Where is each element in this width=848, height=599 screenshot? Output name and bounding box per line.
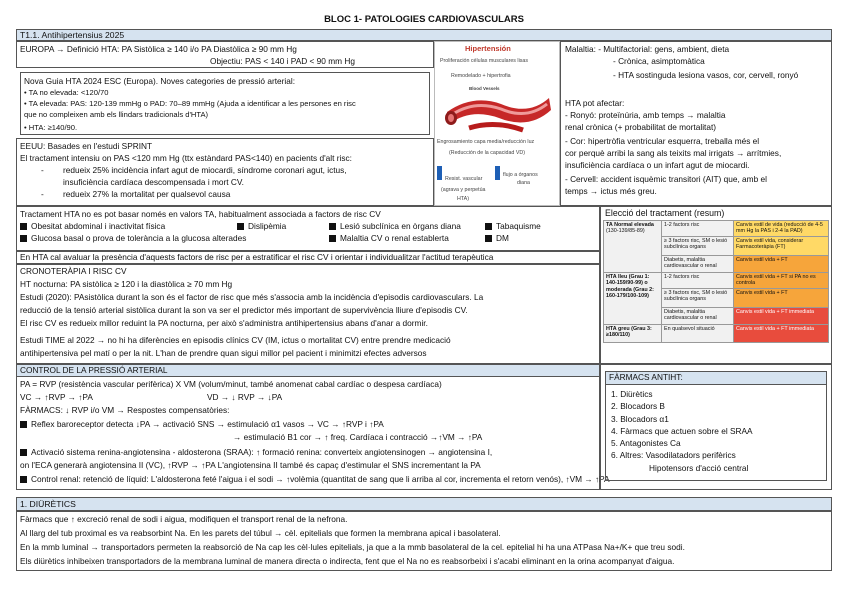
guia-bullet-1: • TA no elevada: <120/70	[24, 88, 109, 97]
risk-intro: Tractament HTA no es pot basar només en valors TA, habitualment associada a factors de risc CV	[20, 209, 381, 219]
crono-time: Estudi TIME al 2022 → no hi ha diferències en episodis clínics CV (IM, ictus o mortalitat CV) entre prendre medicació	[20, 335, 451, 345]
cronoterapia-box	[16, 264, 600, 364]
crono-estudi-2020: Estudi (2020): PAsistòlica durant la son és el factor de risc que més s'associa amb la incidència d'episodis cardiovasculars. La	[20, 292, 484, 302]
malaltia-cronica: - Crònica, asimptomàtica	[613, 56, 705, 66]
diuretics-header: 1. DIÜRÈTICS	[16, 497, 832, 511]
table-row	[604, 272, 829, 288]
risk-factor-obesitat: Obesitat abdominal i inactivitat física	[20, 221, 165, 232]
table-cell: Canvis estil vida + FT	[734, 288, 829, 307]
risk-factor-malaltia: Malaltia CV o renal establerta	[329, 233, 449, 244]
table-cell: TA Normal elevada (130-139/85-89)	[604, 221, 662, 273]
control-vd: VD → ↓ RVP → ↓PA	[207, 392, 283, 402]
crono-ht-nocturna: HT nocturna: PA sistòlica ≥ 120 i la diastòlica ≥ 70 mm Hg	[20, 279, 233, 289]
guia-title: Nova Guia HTA 2024 ESC (Europa). Noves categories de pressió arterial:	[24, 76, 296, 86]
table-cell: ≥ 3 factors risc, SM o lesió subclínica organs	[662, 288, 734, 307]
list-item: 1. Diürètics	[611, 389, 653, 399]
risk-factor-dm: DM	[485, 233, 509, 244]
table-cell: HTA greu (Grau 3: ≥180/110)	[604, 324, 662, 342]
hta-cor: - Cor: hipertròfia ventricular esquerra, treballa més el	[565, 136, 760, 146]
farmacs-header: FÀRMACS ANTIHT:	[606, 372, 826, 385]
risk-factors-box	[16, 206, 600, 251]
hta-cervell-cont: temps → ictus més greu.	[565, 186, 657, 196]
table-cell: 1-2 factors risc	[662, 221, 734, 237]
table-cell: Diabetis, malaltia cardiovascular o renal	[662, 255, 734, 272]
figure-label-agrava: (agrava y perpetúa	[441, 187, 486, 193]
diuretics-line-4: Els diürètics inhibeixen transportadors de la membrana luminal de manera directa o indirecta, fent que el Na no es reabsorbeixi i s'acabi eliminant en la orina acompanyat d'aigua.	[20, 556, 675, 566]
hta-pot-afectar: HTA pot afectar:	[565, 98, 625, 108]
crono-estudi-2020-cont: reducció de la tensió arterial sistòlica durant la son va ser el predictor més important de supervivència lliure d'episodis CV.	[20, 305, 468, 315]
hta-rinyo: - Ronyó: proteïnúria, amb temps → malaltia	[565, 110, 726, 120]
control-formula: PA = RVP (resistència vascular perifèrica) X VM (volum/minut, també anomenat cabal cardíac o despesa cardíaca)	[20, 379, 442, 389]
up-arrow-icon	[437, 166, 442, 180]
guia-bullet-2-cont: que no compleixen amb els llindars tradicionals d'HTA)	[24, 110, 209, 119]
table-cell: Canvis estil vida + FT si PA no es controla	[734, 272, 829, 288]
table-row	[604, 221, 829, 237]
risk-conclusion-box	[16, 251, 600, 264]
hypertension-figure	[434, 41, 560, 206]
diuretics-box	[16, 511, 832, 571]
europa-objective: Objectiu: PAS < 140 i PAD < 90 mm Hg	[210, 56, 355, 66]
diuretics-line-1: Fàrmacs que ↑ excreció renal de sodi i aigua, modifiquen el transport renal de la nefrona.	[20, 514, 348, 524]
control-reflex-cont: → estimulació B1 cor → ↑ freq. Cardíaca i contracció →↑VM → ↑PA	[233, 432, 483, 442]
hta-rinyo-cont: renal crònica (+ probabilitat de mortalitat)	[565, 122, 717, 132]
eeuu-box	[16, 138, 434, 206]
malaltia-multifactorial: Malaltia: - Multifactorial: gens, ambient, dieta	[565, 44, 730, 54]
figure-label-flujo: flujo a órganos	[503, 172, 538, 178]
diuretics-line-2: Al llarg del tub proximal es va reabsorbint Na. En les parets del túbul → cèl. epitelials que formen la membrana apical i basolateral.	[20, 528, 501, 538]
section-header-t11: T1.1. Antihipertensius 2025	[16, 29, 832, 41]
hta-cor-cont-1: cor perquè arribi la sang als teixits mal irrigats → arrítmies,	[565, 148, 782, 158]
cronoterapia-header: CRONOTERÀPIA I RISC CV	[20, 266, 127, 276]
control-vc: VC → ↑RVP → ↑PA	[20, 392, 93, 402]
figure-label-resist: Resist. vascular	[445, 176, 483, 182]
farmacs-list	[611, 388, 753, 474]
farmacs-inner	[605, 371, 827, 481]
control-sraa-cont: on l'ECA generarà angiotensina II (VC), ↑RVP → ↑PA L'angiotensina II també és capaç d'estimular el SNS incrementant la PA	[20, 460, 481, 470]
europa-definition: EUROPA → Definició HTA: PA Sistòlica ≥ 140 i/o PA Diastòlica ≥ 90 mm Hg	[20, 44, 297, 54]
table-cell: 1-2 factors risc	[662, 272, 734, 288]
page-title: BLOC 1- PATOLOGIES CARDIOVASCULARS	[324, 14, 524, 25]
risk-factor-lesio: Lesió subclínica en òrgans diana	[329, 221, 461, 232]
table-cell: Canvis estil vida + FT immediata	[734, 324, 829, 342]
control-box	[16, 364, 610, 490]
blood-vessel-illustration	[443, 92, 553, 134]
eleccio-table	[603, 220, 829, 343]
malaltia-box	[560, 41, 832, 206]
hta-cor-cont-2: insuficiència cardíaca o un infart agut de miocardi.	[565, 160, 750, 170]
guia-bullet-3: • HTA: ≥140/90.	[24, 123, 78, 132]
eeuu-result-2: - redueix 27% la mortalitat per qualsevol causa	[41, 189, 231, 199]
table-cell: Canvis estil vida + FT	[734, 255, 829, 272]
figure-label-proliferacion: Proliferación células musculares lisas	[440, 58, 529, 64]
eeuu-title: EEUU: Basades en l'estudi SPRINT	[20, 141, 153, 151]
europa-box	[16, 41, 434, 68]
table-cell: Canvis estil vida, considerar Farmacoteràpia (FT)	[734, 236, 829, 255]
table-cell: ≥ 3 factors risc, SM o lesió subclínica organs	[662, 236, 734, 255]
eleccio-header: Elecció del tractament (resum)	[605, 208, 725, 218]
eeuu-result-1-cont: insuficiència cardíaca descompensada i mort CV.	[63, 177, 244, 187]
table-cell: En qualsevol situació	[662, 324, 734, 342]
list-item: 2. Blocadors B	[611, 401, 665, 412]
control-sraa: Activació sistema renina-angiotensina - aldosterona (SRAA): ↑ formació renina: converteix angiotensinogen → angiotensina I,	[20, 447, 492, 458]
table-cell: Canvis estil vida + FT immediata	[734, 307, 829, 324]
risk-factor-dislipemia: Dislipèmia	[237, 221, 286, 232]
table-row	[604, 324, 829, 342]
hta-cervell: - Cervell: accident isquèmic transitori (AIT) que, amb el	[565, 174, 767, 184]
crono-risc-redueix: El risc CV es redueix millor reduint la PA nocturna, per això s'administra antihipertensius abans d'anar a dormir.	[20, 318, 428, 328]
eeuu-intensive: El tractament intensiu on PAS <120 mm Hg (ttx estàndard PAS<140) en pacients d'alt risc:	[20, 153, 352, 163]
guia-box	[20, 72, 430, 135]
list-item: 3. Blocadors α1	[611, 413, 669, 424]
farmacs-box	[600, 364, 832, 490]
figure-label-vessels: Blood Vessels	[469, 86, 500, 91]
diuretics-line-3: En la mmb luminal → transportadors permeten la reabsorció de Na cap les cèl·lules epitelials, ja que a la mmb basolateral de la cel. epitelial hi ha una ATPasa Na+/K+ que treu sodi.	[20, 542, 685, 552]
figure-label-diana: diana	[517, 180, 530, 186]
list-item: 4. Fàrmacs que actuen sobre el SRAA	[611, 425, 753, 436]
malaltia-lesiona: - HTA sostinguda lesiona vasos, cor, cervell, ronyó	[613, 70, 799, 80]
risk-conclusion: En HTA cal avaluar la presència d'aquests factors de risc per a estratificar el risc CV i orientar i individualitzar l'actitud terapèutica	[20, 252, 494, 262]
down-arrow-icon	[495, 166, 500, 180]
risk-factor-glucosa: Glucosa basal o prova de tolerància a la glucosa alterades	[20, 233, 246, 244]
list-item: 5. Antagonistes Ca	[611, 438, 681, 449]
figure-label-remodelado: Remodelado + hipertrofia	[451, 73, 511, 79]
figure-label-reduccion: (Reducción de la capacidad VD)	[449, 150, 525, 156]
table-cell: HTA lleu (Grau 1: 140-159/90-99) o moderada (Grau 2: 160-179/100-109)	[604, 272, 662, 324]
crono-time-cont: antihipertensiva pel matí o per la nit. L'han de prendre quan sigui millor pel pacient i minimitzi efectes adversos	[20, 348, 427, 358]
figure-label-engrosamiento: Engrosamiento capa media/reducción luz	[437, 139, 535, 145]
figure-label-hta: HTA)	[457, 196, 469, 202]
control-header: CONTROL DE LA PRESSIÓ ARTERIAL	[20, 365, 168, 375]
list-item: Hipotensors d'acció central	[649, 462, 749, 473]
control-reflex: Reflex baroreceptor detecta ↓PA → activació SNS → estimulació α1 vasos → VC → ↑RVP i ↑PA	[20, 419, 384, 430]
figure-title: Hipertensión	[465, 44, 511, 53]
control-renal: Control renal: retenció de líquid: L'aldosterona feté l'aigua i el sodi → ↑volèmia (quantitat de sang que li arriba al cor, incrementa el retorn venós), ↑VM → ↑PA	[20, 474, 610, 485]
eeuu-result-1: - redueix 25% incidència infart agut de miocardi, síndrome coronari agut, ictus,	[41, 165, 347, 175]
table-cell: Canvis estil de vida (reducció de 4-5 mm Hg la PAS i 2-4 la PAD)	[734, 221, 829, 237]
guia-bullet-2: • TA elevada: PAS: 120-139 mmHg o PAD: 70–89 mmHg (Ajuda a identificar a les persones en risc	[24, 99, 356, 108]
list-item: 6. Altres: Vasodilatadors perifèrics	[611, 450, 736, 461]
table-cell: Diabetis, malaltia cardiovascular o renal	[662, 307, 734, 324]
control-farmacs: FÀRMACS: ↓ RVP i/o VM → Respostes compensatòries:	[20, 405, 230, 415]
risk-factor-tabaquisme: Tabaquisme	[485, 221, 541, 232]
